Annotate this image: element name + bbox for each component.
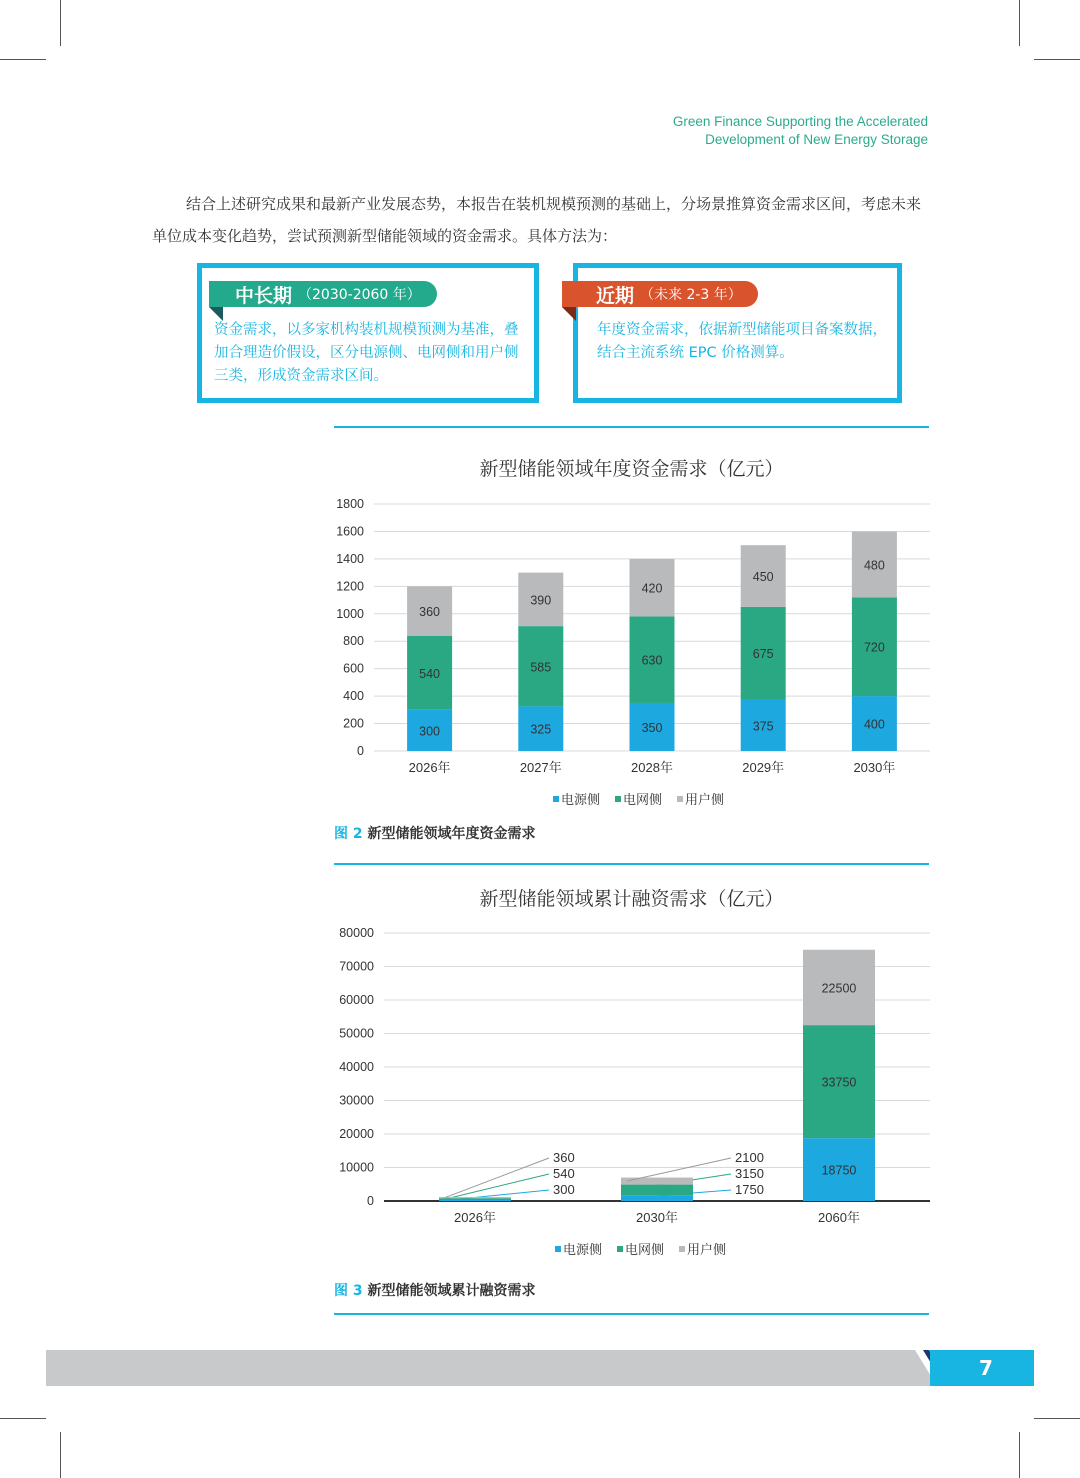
- data-label: 2100: [735, 1150, 764, 1165]
- footer-bar: [46, 1350, 936, 1386]
- data-label: 3150: [735, 1166, 764, 1181]
- y-tick-label: 400: [343, 689, 364, 704]
- crop-mark: [1019, 1432, 1020, 1478]
- x-tick-label: 2027年: [519, 760, 562, 775]
- data-label: 1750: [735, 1182, 764, 1197]
- legend-label: 电网侧: [625, 1242, 665, 1257]
- y-tick-label: 1200: [336, 579, 364, 594]
- figure-3-bottom-rule: [334, 1313, 929, 1315]
- data-label: 420: [641, 581, 663, 596]
- y-tick-label: 600: [343, 661, 364, 676]
- x-tick-label: 2060年: [818, 1210, 860, 1225]
- y-tick-label: 40000: [339, 1060, 374, 1074]
- crop-mark: [0, 59, 46, 60]
- legend-label: 用户侧: [687, 1242, 727, 1257]
- figure-3-top-rule: [334, 863, 929, 865]
- figure-3-caption-text: 新型储能领域累计融资需求: [367, 1283, 536, 1299]
- chart-2-title: 新型储能领域累计融资需求（亿元）: [479, 888, 784, 910]
- x-tick-label: 2030年: [636, 1210, 678, 1225]
- data-label: 720: [863, 640, 885, 655]
- y-tick-label: 1000: [336, 606, 364, 621]
- data-label: 350: [641, 720, 663, 735]
- crop-mark: [0, 1418, 46, 1419]
- y-tick-label: 50000: [339, 1026, 374, 1041]
- data-label: 585: [530, 660, 552, 675]
- crop-mark: [1034, 1418, 1080, 1419]
- method-text-near-term: 年度资金需求，依据新型储能项目备案数据，结合主流系统 EPC 价格测算。: [597, 322, 887, 361]
- x-tick-label: 2030年: [853, 760, 896, 775]
- tag-near-term-title: 近期: [596, 284, 635, 307]
- tag-near-term: [562, 281, 758, 307]
- data-label: 450: [752, 570, 774, 585]
- x-tick-label: 2026年: [408, 760, 451, 775]
- tag-long-term-title: 中长期: [235, 284, 293, 307]
- legend-swatch: [615, 796, 621, 802]
- intro-paragraph: 结合上述研究成果和最新产业发展态势，本报告在装机规模预测的基础上，分场景推算资金需求区间，考虑未来单位成本变化趋势，尝试预测新型储能领域的资金需求。具体方法为：: [152, 195, 922, 245]
- legend-label: 电源侧: [561, 792, 601, 807]
- data-label: 390: [530, 593, 552, 608]
- y-tick-label: 20000: [339, 1127, 374, 1141]
- crop-mark: [1034, 59, 1080, 60]
- figure-2-number: 图 2: [334, 826, 363, 842]
- header-line-2: Development of New Energy Storage: [705, 132, 928, 147]
- y-tick-label: 70000: [339, 959, 374, 974]
- y-tick-label: 80000: [339, 926, 374, 940]
- legend-swatch: [617, 1246, 623, 1252]
- data-label: 18750: [821, 1163, 857, 1178]
- crop-mark: [60, 0, 61, 46]
- legend-swatch: [553, 796, 559, 802]
- y-tick-label: 1400: [336, 551, 364, 566]
- y-tick-label: 0: [357, 744, 364, 758]
- data-label: 300: [419, 724, 441, 739]
- method-text-long-term: 资金需求，以多家机构装机规模预测为基准，叠加合理造价假设，区分电源侧、电网侧和用户侧三类，形成资金需求区间。: [214, 322, 519, 384]
- figure-2-top-rule: [334, 426, 929, 428]
- bar-segment-grid: [439, 1198, 511, 1200]
- data-label: 360: [419, 605, 441, 620]
- bar-segment-user: [621, 1178, 693, 1185]
- figure-2-caption-text: 新型储能领域年度资金需求: [367, 826, 536, 842]
- bar-segment-grid: [621, 1185, 693, 1196]
- crop-mark: [60, 1432, 61, 1478]
- figure-3-caption: [334, 1280, 536, 1300]
- header-line-1: Green Finance Supporting the Accelerated: [672, 114, 928, 129]
- tag-long-term-subtitle: （2030-2060 年）: [298, 287, 421, 303]
- y-tick-label: 60000: [339, 993, 374, 1007]
- data-label: 480: [863, 558, 885, 573]
- data-label: 325: [530, 722, 552, 737]
- legend-label: 用户侧: [685, 792, 725, 807]
- data-label: 22500: [821, 981, 857, 996]
- figure-3-number: 图 3: [334, 1283, 363, 1299]
- y-tick-label: 10000: [339, 1160, 374, 1175]
- data-label: 540: [419, 666, 441, 681]
- legend-swatch: [679, 1246, 685, 1252]
- tag-near-term-subtitle: （未来 2-3 年）: [640, 287, 742, 303]
- data-label: 630: [641, 653, 663, 668]
- x-tick-label: 2028年: [631, 760, 673, 775]
- data-label: 300: [553, 1182, 575, 1197]
- data-label: 360: [553, 1150, 575, 1165]
- tag-fold-near-term: [562, 307, 576, 321]
- data-label: 375: [752, 719, 774, 734]
- legend-swatch: [677, 796, 683, 802]
- y-tick-label: 800: [343, 634, 364, 649]
- x-tick-label: 2029年: [742, 760, 785, 775]
- data-label: 33750: [821, 1075, 857, 1090]
- tag-long-term: [209, 281, 437, 307]
- chart-1-title: 新型储能领域年度资金需求（亿元）: [479, 458, 784, 480]
- data-label: 675: [752, 647, 774, 662]
- y-tick-label: 1600: [336, 524, 364, 539]
- y-tick-label: 30000: [339, 1093, 374, 1108]
- x-tick-label: 2026年: [454, 1210, 496, 1225]
- legend-label: 电网侧: [623, 792, 663, 807]
- figure-2-caption: [334, 823, 536, 843]
- bar-segment-user: [439, 1197, 511, 1198]
- y-tick-label: 200: [343, 716, 364, 731]
- legend-label: 电源侧: [563, 1242, 603, 1257]
- crop-mark: [1019, 0, 1020, 46]
- annual-funding-chart: [320, 490, 940, 820]
- y-tick-label: 0: [367, 1194, 374, 1208]
- cumulative-financing-chart: [320, 920, 940, 1265]
- data-label: 400: [863, 717, 885, 732]
- running-header: [673, 113, 928, 149]
- data-label: 540: [553, 1166, 575, 1181]
- y-tick-label: 1800: [336, 497, 364, 511]
- page-number: 7: [930, 1350, 1034, 1386]
- legend-swatch: [555, 1246, 561, 1252]
